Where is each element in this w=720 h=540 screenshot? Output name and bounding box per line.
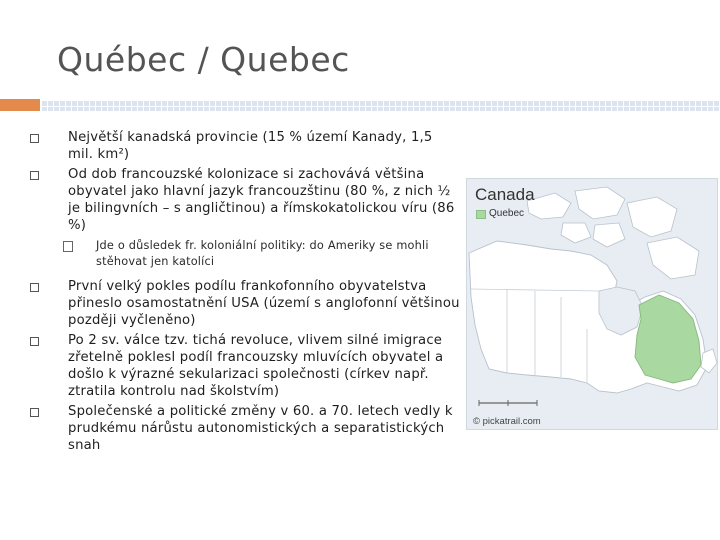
arctic-island xyxy=(575,187,625,219)
header-grid-band xyxy=(41,99,720,111)
arctic-island xyxy=(647,237,699,279)
sub-bullet-item xyxy=(30,238,460,270)
bullet-text: Po 2 sv. válce tzv. tichá revoluce, vlivem silné imigrace zřetelně poklesl podíl francouzsky mluvících obyvatel a došlo k výrazné sekularizaci společnosti (církev např. ztratila kontrolu nad školstvím) xyxy=(68,333,444,399)
map-title: Canada xyxy=(475,185,535,204)
square-bullet-icon xyxy=(30,337,39,346)
slide-title: Québec / Quebec xyxy=(57,40,350,79)
legend-swatch xyxy=(476,210,486,219)
arctic-island xyxy=(593,223,625,247)
square-bullet-icon xyxy=(30,283,39,292)
square-bullet-icon xyxy=(63,241,73,252)
bullet-item xyxy=(30,278,460,329)
bullet-item xyxy=(30,166,460,234)
bullet-item xyxy=(30,129,460,163)
quebec-region xyxy=(635,295,701,383)
arctic-island xyxy=(627,197,677,237)
bullet-text: První velký pokles podílu frankofonního obyvatelstva přineslo osamostatnění USA (území s anglofonní většinou později vyčleněno) xyxy=(68,279,460,328)
bullet-item xyxy=(30,332,460,400)
legend-label: Quebec xyxy=(489,208,525,219)
sub-bullet-text: Jde o důsledek fr. koloniální politiky: do Ameriky se mohli stěhovat jen katolíci xyxy=(96,239,429,268)
bullet-text: Největší kanadská provincie (15 % území Kanady, 1,5 mil. km²) xyxy=(68,130,433,162)
title-accent-block xyxy=(0,99,40,111)
square-bullet-icon xyxy=(30,408,39,417)
bullet-text: Od dob francouzské kolonizace si zachovává většina obyvatel jako hlavní jazyk francouzštinu (80 %, z nich ½ je bilingvních – s angličtinou) a římskokatolickou víru (86 %) xyxy=(68,167,455,233)
square-bullet-icon xyxy=(30,171,39,180)
canada-map xyxy=(466,178,718,430)
arctic-island xyxy=(561,223,591,243)
bullet-item xyxy=(30,403,460,454)
square-bullet-icon xyxy=(30,134,39,143)
bullet-list xyxy=(30,129,460,457)
map-copyright: © pickatrail.com xyxy=(473,416,541,427)
bullet-text: Společenské a politické změny v 60. a 70. letech vedly k prudkému nárůstu autonomistických a separatistických snah xyxy=(68,404,453,453)
